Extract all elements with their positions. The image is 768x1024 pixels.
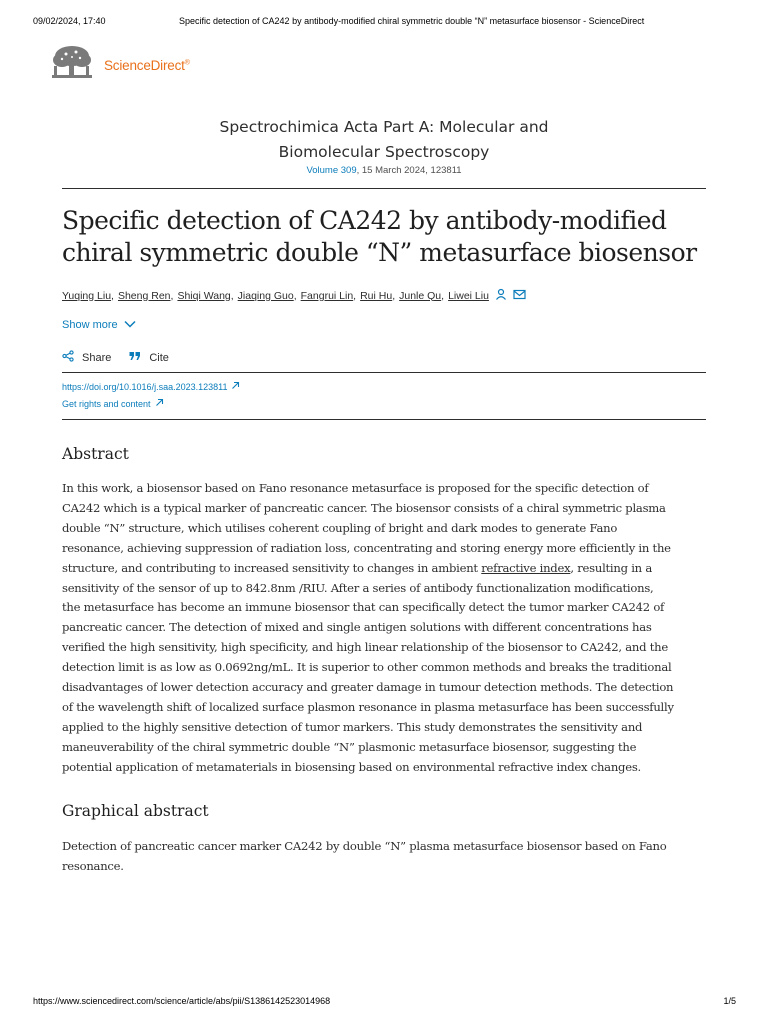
divider	[62, 419, 706, 420]
author-link[interactable]: Liwei Liu	[448, 289, 489, 302]
external-arrow-icon	[151, 398, 164, 409]
share-button[interactable]	[62, 350, 111, 365]
divider	[62, 188, 706, 189]
print-url: https://www.sciencedirect.com/science/article/abs/pii/S1386142523014968	[33, 996, 331, 1006]
print-page-title: Specific detection of CA242 by antibody-modified chiral symmetric double “N” metasurface biosensor - ScienceDirect	[179, 16, 645, 26]
sciencedirect-logo[interactable]	[48, 44, 190, 82]
share-icon	[62, 350, 82, 365]
chevron-down-icon	[118, 319, 136, 331]
author-link[interactable]: Fangrui Lin	[300, 289, 354, 302]
print-date: 09/02/2024, 17:40	[33, 16, 106, 26]
print-page-number: 1/5	[723, 996, 736, 1006]
article-actions	[62, 350, 187, 365]
author-link[interactable]: Junle Qu	[399, 289, 442, 302]
abstract-text: In this work, a biosensor based on Fano resonance metasurface is proposed for the specific detection of CA242 which is a typical marker of pancreatic cancer. The biosensor consists of a chiral symmetric plasma double “N” structure, which utilises coherent coupling of bright and dark modes to generate Fano resonance, achieving suppression of radiation loss, concentrating and storing energy more efficiently in the structure, and contributing to increased sensitivity to changes in ambient refractive index, resulting in a sensitivity of the sensor of up to 842.8nm /RIU. After a series of antibody functionalization modifications, the metasurface has become an immune biosensor that can specifically detect the tumor marker CA242 of pancreatic cancer. The detection of mixed and single antigen solutions with different concentrations has verified the high sensitivity, high specificity, and high linear relationship of the biosensor to CA242, and the detection limit is as low as 0.0692ng/mL. It is superior to other common methods and breaks the traditional disadvantages of lower detection accuracy and greater damage in tumour detection methods. The detection of the wavelength shift of localized surface plasmon resonance in plasma metasurface has been successfully applied to the highly sensitive detection of tumor markers. This study demonstrates the sensitivity and maneuverability of the chiral symmetric double “N” plasmonic metasurface biosensor, suggesting the potential application of metamaterials in biosensing based on environmental refractive index changes.	[62, 481, 674, 774]
author-link[interactable]: Shiqi Wang	[177, 289, 231, 302]
show-more-button[interactable]	[62, 319, 136, 331]
cite-button[interactable]	[129, 351, 169, 364]
rights-text: Get rights and content	[62, 398, 151, 409]
doi-text: https://doi.org/10.1016/j.saa.2023.123811	[62, 381, 228, 392]
person-icon[interactable]	[489, 288, 507, 303]
brand-name: ScienceDirect®	[104, 57, 190, 73]
author-list: Yuqing Liu , Sheng Ren , Shiqi Wang , Jiaqing Guo , Fangrui Lin , Rui Hu , Junle Qu , Liwei Liu	[62, 288, 526, 303]
refractive-index-link[interactable]: refractive index	[481, 560, 571, 575]
rights-link[interactable]	[62, 398, 164, 409]
abstract-heading: Abstract	[62, 445, 129, 463]
author-link[interactable]: Rui Hu	[360, 289, 393, 302]
divider	[62, 372, 706, 373]
elsevier-tree-logo-icon	[48, 44, 96, 82]
author-link[interactable]: Sheng Ren	[117, 289, 171, 302]
author-link[interactable]: Yuqing Liu	[62, 289, 112, 302]
volume-date: , 15 March 2024, 123811	[356, 165, 462, 176]
journal-title-line1: Spectrochimica Acta Part A: Molecular and	[219, 118, 549, 136]
doi-link[interactable]	[62, 381, 240, 392]
volume-info	[62, 165, 706, 176]
journal-title-line2: Biomolecular Spectroscopy	[278, 143, 490, 161]
graphical-abstract-heading: Graphical abstract	[62, 802, 209, 820]
volume-link[interactable]: Volume 309	[306, 165, 357, 176]
envelope-icon[interactable]	[507, 289, 526, 303]
graphical-abstract-text: Detection of pancreatic cancer marker CA242 by double “N” plasma metasurface biosensor based on Fano resonance.	[62, 839, 667, 873]
show-more-label: Show more	[62, 319, 118, 331]
quote-icon	[129, 351, 149, 364]
journal-title[interactable]	[62, 115, 706, 165]
share-label: Share	[82, 351, 112, 364]
cite-label: Cite	[149, 351, 169, 364]
article-title: Specific detection of CA242 by antibody-modified chiral symmetric double “N” metasurface biosensor	[62, 206, 697, 267]
external-arrow-icon	[227, 381, 240, 392]
author-link[interactable]: Jiaqing Guo	[237, 289, 294, 302]
